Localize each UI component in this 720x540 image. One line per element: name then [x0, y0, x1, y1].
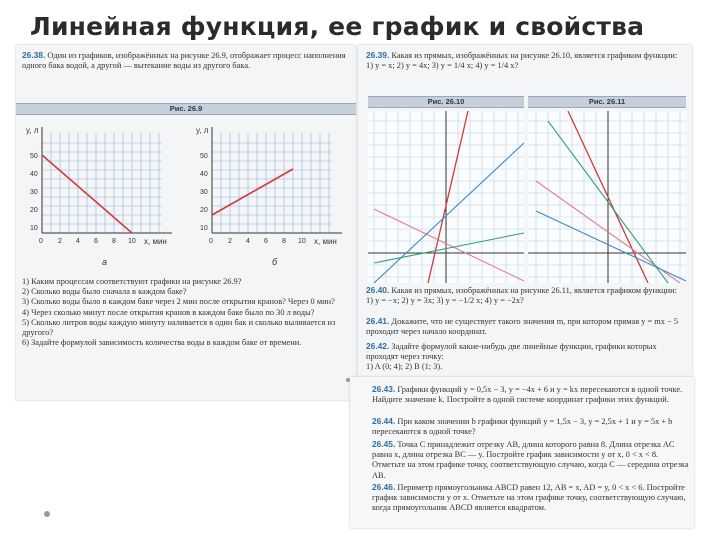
problem-26-40 — [366, 285, 688, 306]
graph-a — [22, 123, 182, 273]
x-tick: 10 — [298, 238, 306, 245]
problem-number: 26.40. — [366, 285, 390, 295]
problem-26-41 — [366, 316, 688, 337]
graph-caption: а — [102, 257, 108, 267]
problem-options: 1) A (0; 4); 2) B (1; 3). — [366, 362, 443, 372]
figure-label-26-11: Рис. 26.11 — [528, 96, 686, 108]
y-tick: 10 — [200, 225, 208, 232]
problem-number: 26.41. — [366, 316, 390, 326]
questions-list — [22, 277, 352, 348]
textbook-page-left — [16, 45, 356, 400]
problem-26-39 — [366, 50, 686, 71]
slide-title: Линейная функция, ее график и свойства — [30, 12, 645, 41]
figure-label-26-10: Рис. 26.10 — [368, 96, 524, 108]
problem-text: Докажите, что не существует такого значения m, при котором прямая y = mx − 5 проходит через начало координат. — [366, 317, 679, 337]
y-axis-label: y, л — [26, 126, 39, 135]
problem-text: Один из графиков, изображённых на рисунке 26.9, отображает процесс наполнения одного бака водой, а другой — вытекание воды из другого бака. — [22, 51, 346, 71]
graph-caption: б — [272, 257, 278, 267]
y-axis-label: y, л — [196, 126, 209, 135]
problem-number: 26.44. — [372, 416, 396, 426]
y-tick: 20 — [200, 207, 208, 214]
question-item: 2) Сколько воды было сначала в каждом баке? — [22, 287, 187, 297]
y-tick: 30 — [200, 189, 208, 196]
x-tick: 8 — [112, 238, 116, 245]
graph-b — [192, 123, 352, 273]
problem-26-38 — [22, 50, 350, 71]
x-axis-label: x, мин — [144, 237, 167, 246]
textbook-page-bottom — [350, 377, 694, 528]
problem-26-46 — [372, 482, 690, 514]
x-tick: 2 — [228, 238, 232, 245]
figure-26-10 — [368, 111, 524, 283]
problem-number: 26.46. — [372, 482, 396, 492]
y-tick: 40 — [30, 171, 38, 178]
x-tick: 2 — [58, 238, 62, 245]
problem-26-45 — [372, 439, 690, 481]
y-tick: 40 — [200, 171, 208, 178]
x-tick: 0 — [209, 238, 213, 245]
textbook-page-right — [358, 45, 692, 377]
problem-text: Какая из прямых, изображённых на рисунке 26.10, является графиком функции: — [391, 51, 678, 60]
y-tick: 10 — [30, 225, 38, 232]
problem-26-42 — [366, 341, 688, 373]
problem-number: 26.45. — [372, 439, 396, 449]
figure-label-26-9: Рис. 26.9 — [16, 103, 356, 115]
x-tick: 6 — [94, 238, 98, 245]
x-tick: 0 — [39, 238, 43, 245]
x-axis-label: x, мин — [314, 237, 337, 246]
y-tick: 50 — [200, 153, 208, 160]
bullet-dot — [44, 511, 50, 517]
question-item: 6) Задайте формулой зависимость количества воды в каждом баке от времени. — [22, 338, 302, 348]
problem-26-43 — [372, 384, 690, 405]
x-tick: 4 — [246, 238, 250, 245]
x-tick: 10 — [128, 238, 136, 245]
problem-text: При каком значении b графики функций y = 1,5x − 3, y = 2,5x + 1 и y = 5x + b пересекаются в одной точке? — [372, 417, 673, 437]
problem-text: Задайте формулой какие-нибудь две линейные функции, графики которых проходят через точку: — [366, 342, 657, 362]
problem-number: 26.39. — [366, 50, 390, 60]
problem-number: 26.42. — [366, 341, 390, 351]
problem-text: Периметр прямоугольника ABCD равен 12, AB = x, AD = y, 0 < x < 6. Постройте график зависимости y от x. Отметьте на этом графике точку, соответствующую случаю, когда прямоугольник ABCD является квадратом. — [372, 483, 686, 513]
problem-text: Точка C принадлежит отрезку AB, длина которого равна 8. Длина отрезка AC равна x, длина отрезка BC — y. Постройте график зависимости y от x, 0 < x < 8. Отметьте на этом графике точку, соответствующую случаю, когда C — середина отрезка AB. — [372, 440, 689, 480]
problem-options: 1) y = x; 2) y = 4x; 3) y = 1/4 x; 4) y = 1/4 x? — [366, 61, 519, 71]
y-tick: 50 — [30, 153, 38, 160]
problem-text: Графики функций y = 0,5x − 3, y = −4x + 6 и y = kx пересекаются в одной точке. Найдите значение k. Постройте в одной системе координат графики этих функций. — [372, 385, 683, 405]
problem-26-44 — [372, 416, 690, 437]
question-item: 5) Сколько литров воды каждую минуту наливается в один бак и сколько выливается из другого? — [22, 317, 336, 338]
x-tick: 4 — [76, 238, 80, 245]
problem-options: 1) y = −x; 2) y = 3x; 3) y = −1/2 x; 4) y = −2x? — [366, 296, 524, 306]
x-tick: 8 — [282, 238, 286, 245]
question-item: 3) Сколько воды было в каждом баке через 2 мин после открытия кранов? Через 0 мин? — [22, 297, 335, 307]
problem-text: Какая из прямых, изображённых на рисунке 26.11, является графиком функции: — [391, 286, 677, 295]
y-tick: 20 — [30, 207, 38, 214]
question-item: 1) Каким процессам соответствуют графики на рисунке 26.9? — [22, 277, 242, 286]
question-item: 4) Через сколько минут после открытия кранов в каждом баке было по 30 л воды? — [22, 307, 315, 317]
problem-number: 26.43. — [372, 384, 396, 394]
y-tick: 30 — [30, 189, 38, 196]
x-tick: 6 — [264, 238, 268, 245]
problem-number: 26.38. — [22, 50, 46, 60]
figure-26-11 — [528, 111, 686, 283]
